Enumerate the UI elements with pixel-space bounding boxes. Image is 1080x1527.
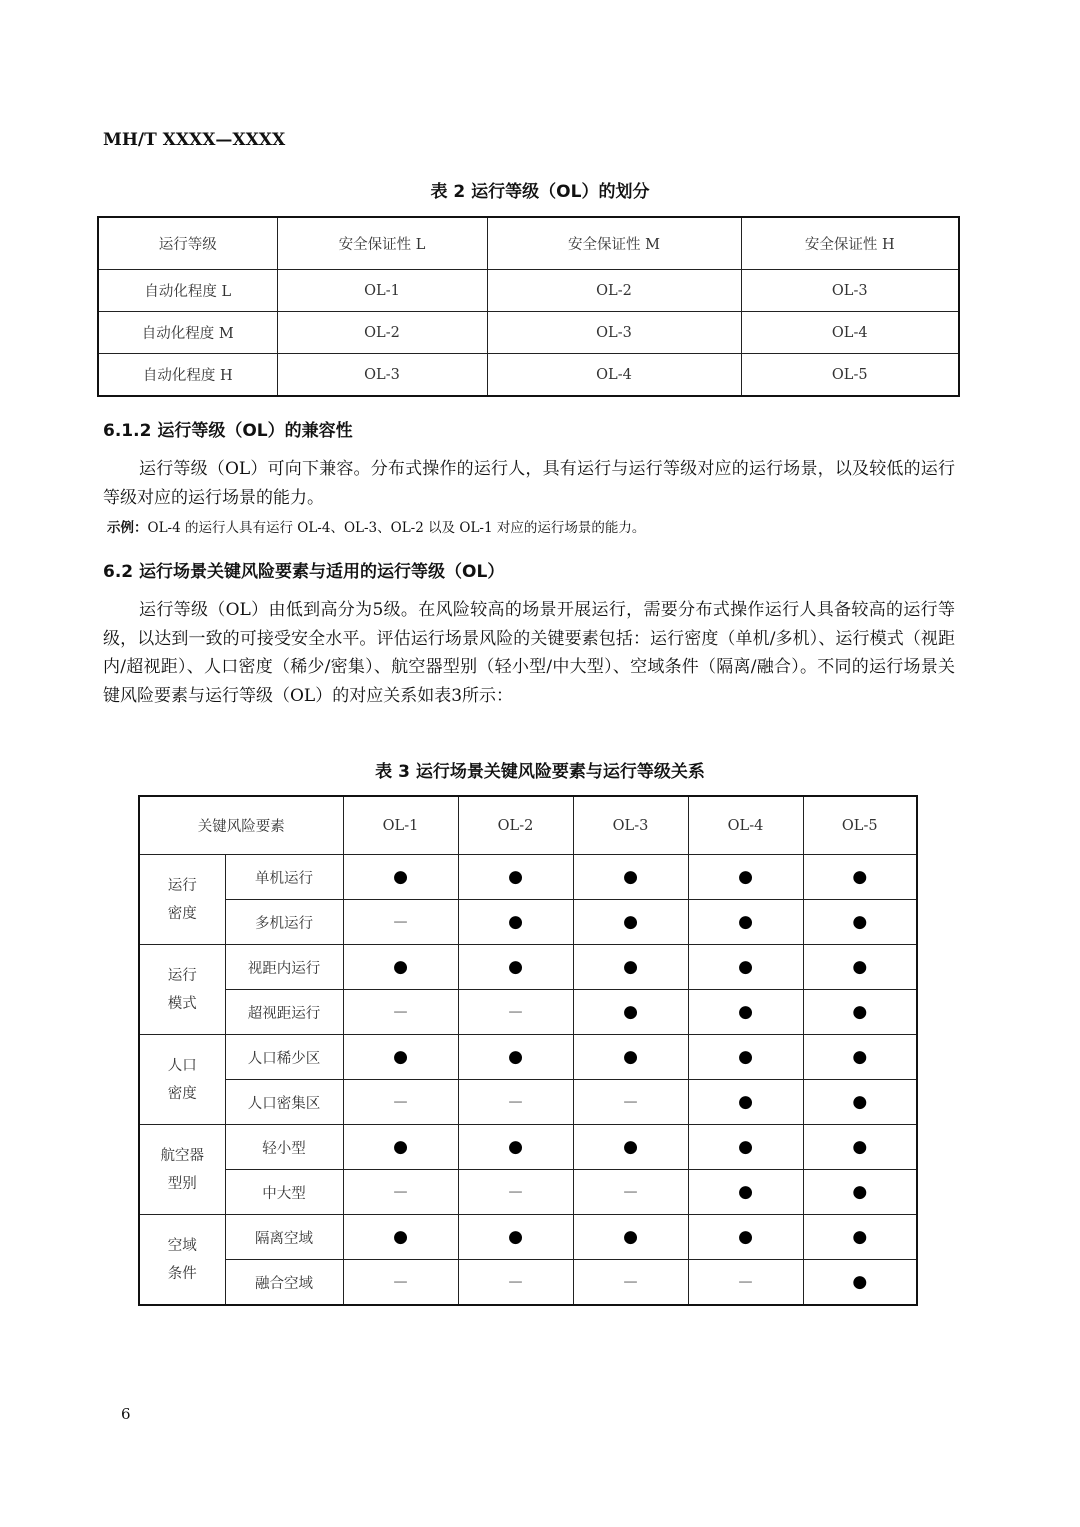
applicability-mark: — [458, 990, 573, 1035]
example-note [107, 516, 645, 536]
table-cell: OL-3 [741, 270, 959, 312]
table-cell: OL-5 [741, 354, 959, 397]
applicability-mark: ● [573, 1125, 688, 1170]
applicability-mark: ● [573, 1035, 688, 1080]
table-row [98, 270, 959, 312]
factor-item-label: 多机运行 [225, 900, 343, 945]
table-row [139, 1170, 917, 1215]
group-label: 模式 [167, 995, 197, 1012]
group-label: 条件 [167, 1265, 197, 1282]
table-row [98, 312, 959, 354]
applicability-mark: ● [688, 1170, 803, 1215]
applicability-mark: ● [573, 945, 688, 990]
applicability-mark: — [343, 900, 458, 945]
applicability-mark: ● [803, 900, 917, 945]
factor-item-label: 隔离空域 [225, 1215, 343, 1260]
table-header-row [98, 217, 959, 270]
factor-item-label: 视距内运行 [225, 945, 343, 990]
factor-item-label: 轻小型 [225, 1125, 343, 1170]
header-cell: 安全保证性 L [277, 217, 487, 270]
table-row [139, 900, 917, 945]
applicability-mark: ● [803, 945, 917, 990]
header-cell: OL-4 [688, 796, 803, 855]
table3-caption: 表 3 运行场景关键风险要素与运行等级关系 [375, 762, 705, 782]
table-row [139, 1080, 917, 1125]
row-label: 自动化程度 M [98, 312, 277, 354]
table-row [139, 1215, 917, 1260]
applicability-mark: ● [343, 1035, 458, 1080]
applicability-mark: ● [688, 945, 803, 990]
section-6-1-2-paragraph: 运行等级（OL）可向下兼容。分布式操作的运行人，具有运行与运行等级对应的运行场景，以及较低的运行等级对应的运行场景的能力。 [103, 459, 955, 508]
table-row [139, 1260, 917, 1306]
table-cell: OL-3 [487, 312, 741, 354]
applicability-mark: — [573, 1260, 688, 1306]
applicability-mark: ● [688, 1035, 803, 1080]
table-row [139, 945, 917, 990]
table-cell: OL-4 [741, 312, 959, 354]
applicability-mark: — [688, 1260, 803, 1306]
applicability-mark: ● [458, 945, 573, 990]
applicability-mark: — [458, 1080, 573, 1125]
applicability-mark: ● [458, 900, 573, 945]
applicability-mark: — [343, 1170, 458, 1215]
document-code: MH/T XXXX—XXXX [103, 130, 286, 150]
header-cell: OL-5 [803, 796, 917, 855]
factor-item-label: 单机运行 [225, 855, 343, 900]
applicability-mark: ● [803, 1260, 917, 1306]
table-cell: OL-1 [277, 270, 487, 312]
example-label: 示例： [107, 520, 148, 536]
applicability-mark: ● [458, 1035, 573, 1080]
table-row [139, 1035, 917, 1080]
header-cell: OL-1 [343, 796, 458, 855]
row-label: 自动化程度 H [98, 354, 277, 397]
factor-item-label: 超视距运行 [225, 990, 343, 1035]
section-heading-6-2: 6.2 运行场景关键风险要素与适用的运行等级（OL） [103, 562, 505, 582]
applicability-mark: ● [343, 945, 458, 990]
applicability-mark: ● [803, 990, 917, 1035]
group-label: 运行 [167, 967, 197, 984]
factor-group-cell [139, 855, 225, 945]
group-label: 运行 [167, 877, 197, 894]
applicability-mark: ● [458, 855, 573, 900]
applicability-mark: ● [803, 1125, 917, 1170]
applicability-mark: ● [343, 1125, 458, 1170]
group-label: 密度 [167, 905, 197, 922]
applicability-mark: ● [343, 1215, 458, 1260]
applicability-mark: ● [688, 990, 803, 1035]
applicability-mark: ● [573, 855, 688, 900]
table-header-row [139, 796, 917, 855]
applicability-mark: — [343, 1260, 458, 1306]
table-cell: OL-4 [487, 354, 741, 397]
factor-group-cell [139, 1215, 225, 1306]
applicability-mark: — [573, 1080, 688, 1125]
applicability-mark: ● [688, 855, 803, 900]
applicability-mark: ● [343, 855, 458, 900]
factor-group-cell [139, 1035, 225, 1125]
table2-caption: 表 2 运行等级（OL）的划分 [430, 182, 650, 202]
applicability-mark: ● [573, 1215, 688, 1260]
applicability-mark: ● [803, 1215, 917, 1260]
applicability-mark: — [458, 1260, 573, 1306]
factor-item-label: 中大型 [225, 1170, 343, 1215]
applicability-mark: ● [803, 1035, 917, 1080]
ol-classification-table [97, 216, 960, 397]
row-label: 自动化程度 L [98, 270, 277, 312]
applicability-mark: — [343, 990, 458, 1035]
table-cell: OL-2 [487, 270, 741, 312]
factor-item-label: 人口稀少区 [225, 1035, 343, 1080]
group-label: 人口 [167, 1057, 197, 1074]
table-row [139, 1125, 917, 1170]
header-cell: 关键风险要素 [139, 796, 343, 855]
header-cell: 安全保证性 H [741, 217, 959, 270]
applicability-mark: ● [688, 900, 803, 945]
applicability-mark: ● [803, 1170, 917, 1215]
group-label: 空域 [167, 1237, 197, 1254]
applicability-mark: — [573, 1170, 688, 1215]
applicability-mark: ● [458, 1125, 573, 1170]
factor-group-cell [139, 1125, 225, 1215]
page-number: 6 [121, 1405, 131, 1423]
applicability-mark: ● [573, 990, 688, 1035]
group-label: 型别 [167, 1175, 197, 1192]
applicability-mark: ● [688, 1125, 803, 1170]
group-label: 密度 [167, 1085, 197, 1102]
applicability-mark: ● [573, 900, 688, 945]
applicability-mark: ● [803, 855, 917, 900]
applicability-mark: ● [688, 1080, 803, 1125]
header-cell: OL-3 [573, 796, 688, 855]
applicability-mark: ● [688, 1215, 803, 1260]
header-cell: 安全保证性 M [487, 217, 741, 270]
factor-item-label: 融合空域 [225, 1260, 343, 1306]
section-6-2-paragraph: 运行等级（OL）由低到高分为5级。在风险较高的场景开展运行，需要分布式操作运行人具备较高的运行等级，以达到一致的可接受安全水平。评估运行场景风险的关键要素包括：运行密度（单机/多机）、运行模式（视距内/超视距）、人口密度（稀少/密集）、航空器型别（轻小型/中大型）、空域条件（隔离/融合）。不同的运行场景关键风险要素与运行等级（OL）的对应关系如表3所示： [103, 600, 955, 706]
table-cell: OL-2 [277, 312, 487, 354]
factor-item-label: 人口密集区 [225, 1080, 343, 1125]
applicability-mark: — [343, 1080, 458, 1125]
risk-factor-table [138, 795, 918, 1306]
factor-group-cell [139, 945, 225, 1035]
table-row [139, 855, 917, 900]
group-label: 航空器 [160, 1147, 204, 1164]
applicability-mark: ● [803, 1080, 917, 1125]
section-heading-6-1-2: 6.1.2 运行等级（OL）的兼容性 [103, 421, 353, 441]
table-cell: OL-3 [277, 354, 487, 397]
applicability-mark: ● [458, 1215, 573, 1260]
table-row [139, 990, 917, 1035]
table-row [98, 354, 959, 397]
example-text: OL-4 的运行人具有运行 OL-4、OL-3、OL-2 以及 OL-1 对应的运行场景的能力。 [147, 520, 646, 536]
header-cell: OL-2 [458, 796, 573, 855]
applicability-mark: — [458, 1170, 573, 1215]
header-cell: 运行等级 [98, 217, 277, 270]
